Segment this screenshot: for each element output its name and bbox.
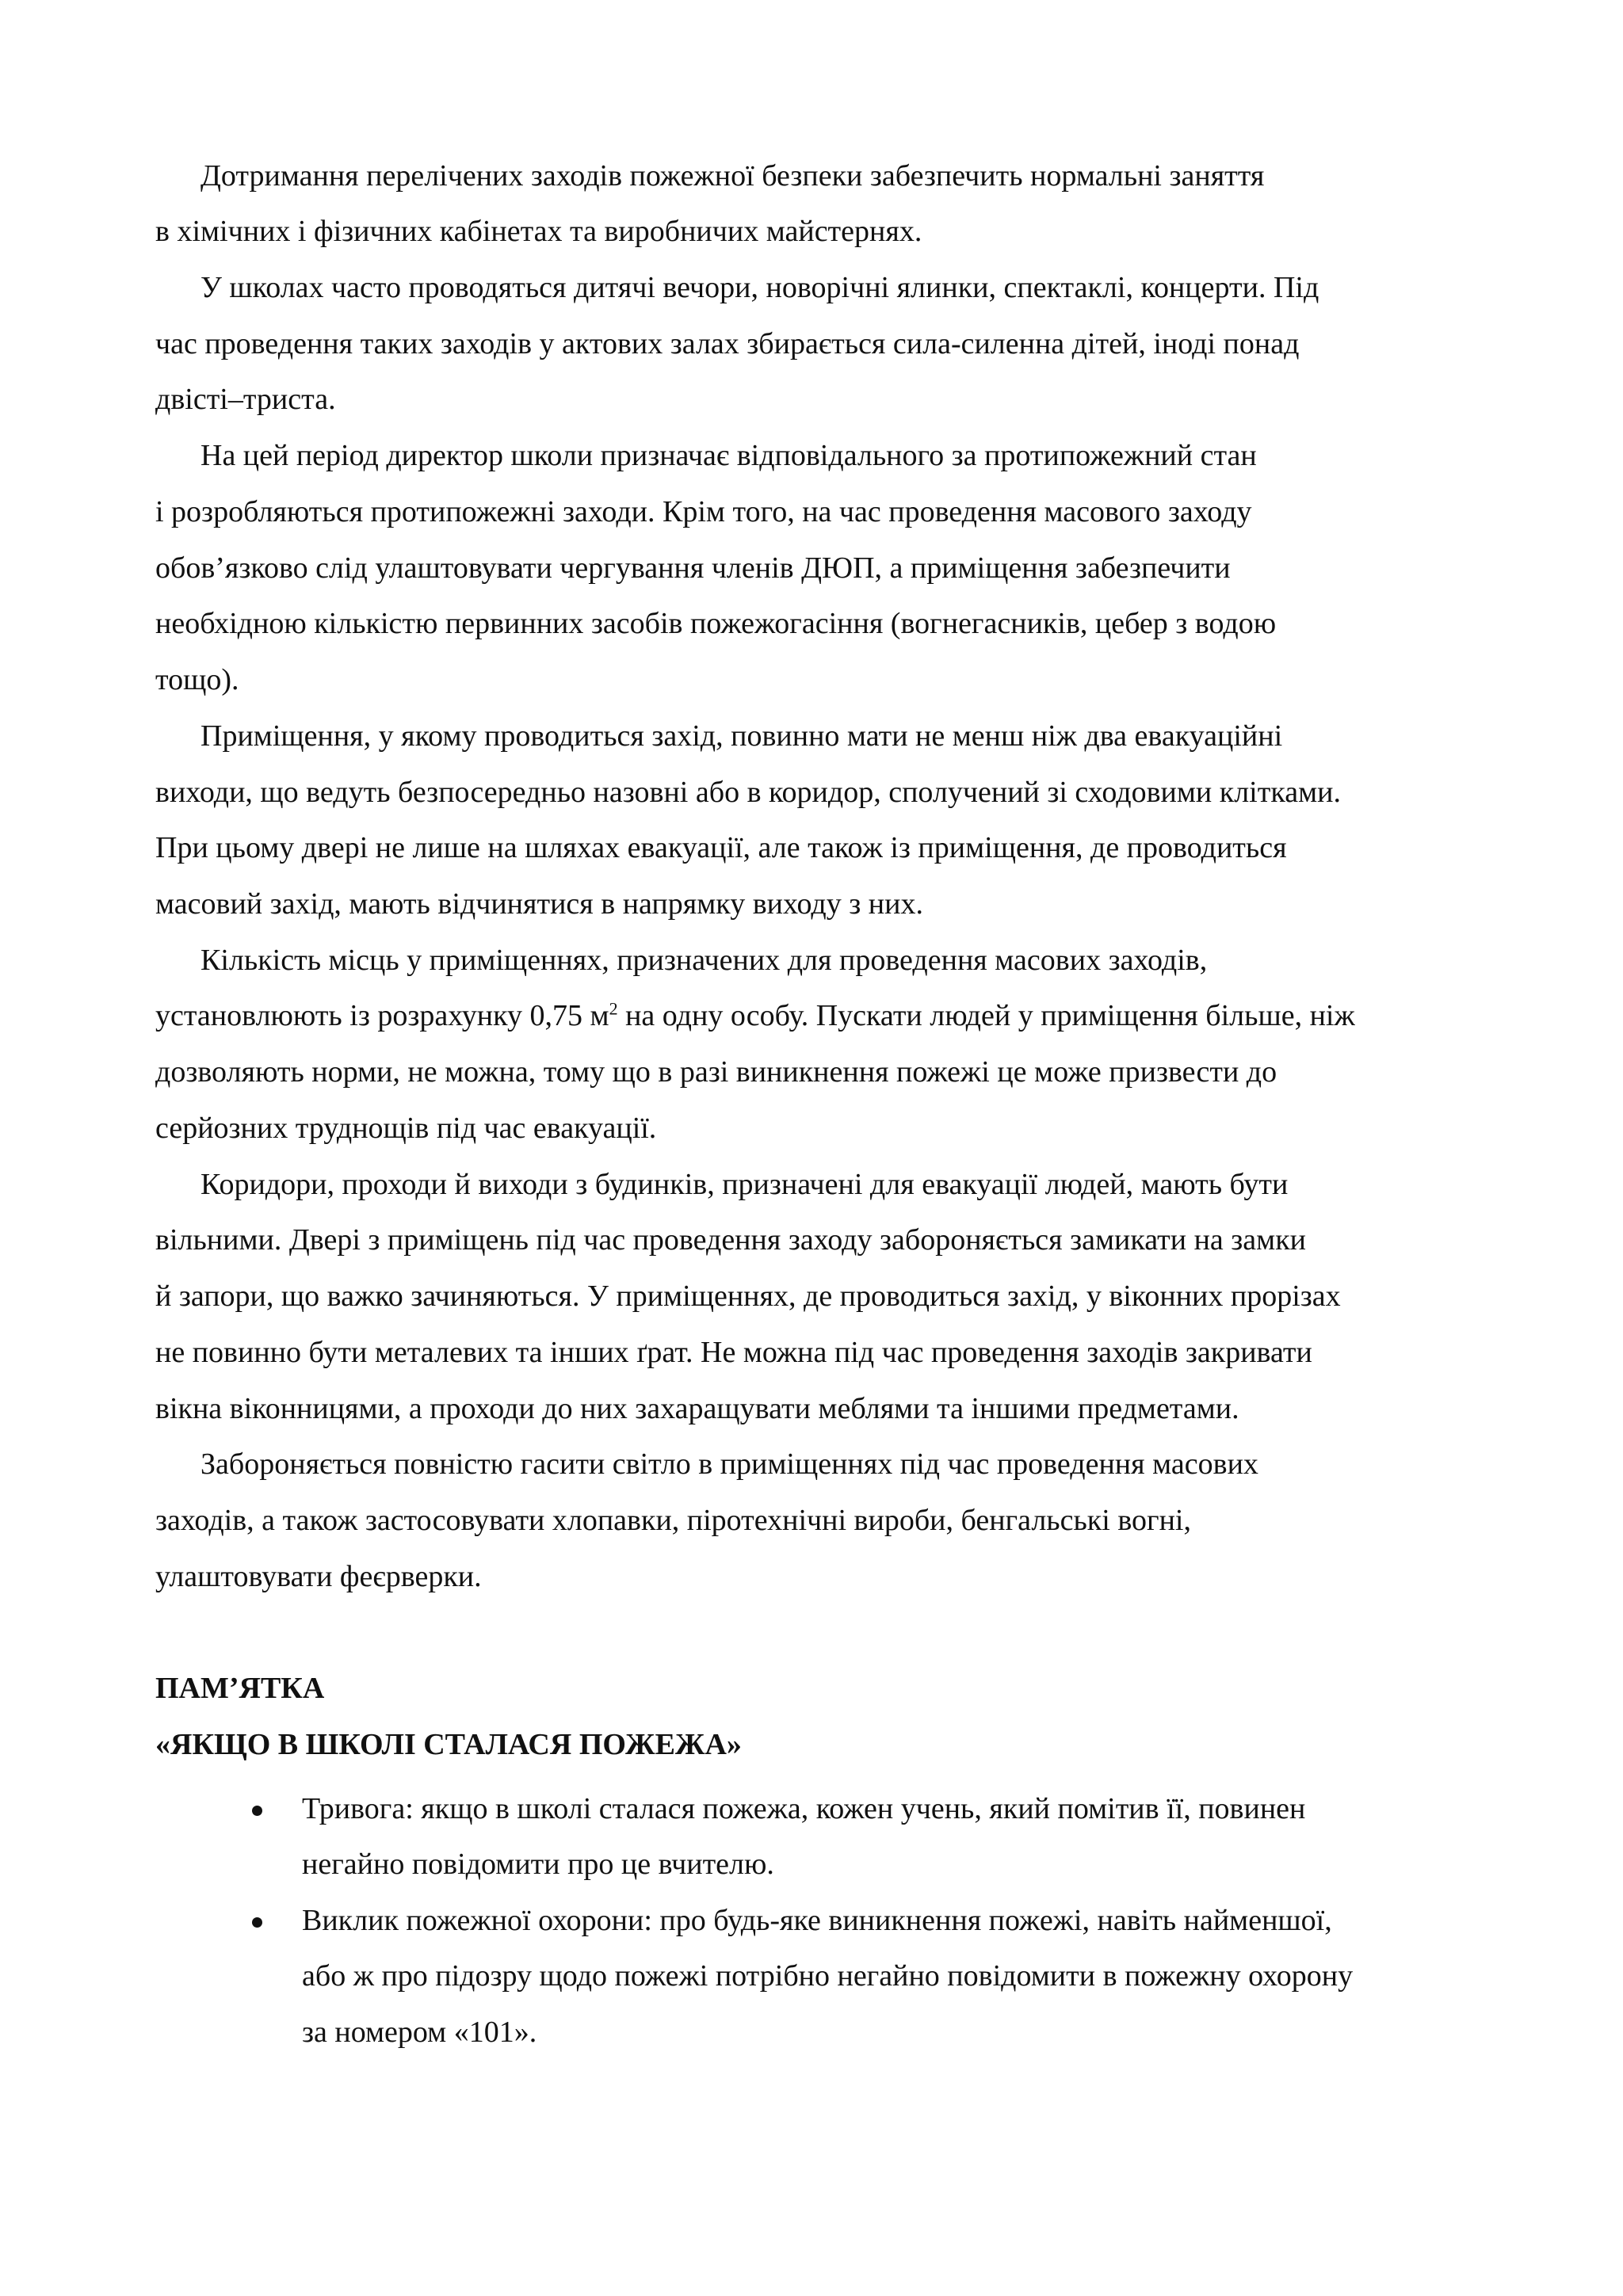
text-line: улаштовувати феєрверки. bbox=[155, 1560, 482, 1593]
bullet-icon bbox=[252, 1806, 262, 1816]
text-line: виходи, що ведуть безпосередньо назовні або в коридор, сполучений зі сходовими клітками. bbox=[155, 776, 1341, 809]
text-line: На цей період директор школи призначає відповідального за протипожежний стан bbox=[200, 439, 1257, 472]
text-line: і розробляються протипожежні заходи. Крім того, на час проведення масового заходу bbox=[155, 495, 1252, 528]
bullet-icon bbox=[252, 1917, 262, 1928]
text-line: не повинно бути металевих та інших ґрат. Не можна під час проведення заходів закривати bbox=[155, 1336, 1312, 1369]
list-item-line: Тривога: якщо в школі сталася пожежа, кожен учень, який помітив її, повинен bbox=[302, 1792, 1306, 1825]
text-line: серйозних труднощів під час евакуації. bbox=[155, 1112, 657, 1145]
text-segment: установлюють із розрахунку 0,75 м bbox=[155, 999, 609, 1032]
superscript: 2 bbox=[609, 998, 618, 1019]
text-line: масовий захід, мають відчинятися в напрямку виходу з них. bbox=[155, 887, 923, 921]
text-line: При цьому двері не лише на шляхах евакуації, але також із приміщення, де проводиться bbox=[155, 831, 1287, 864]
text-line: вікна віконницями, а проходи до них захаращувати меблями та іншими предметами. bbox=[155, 1392, 1239, 1425]
text-line: Дотримання перелічених заходів пожежної безпеки забезпечить нормальні заняття bbox=[200, 159, 1265, 193]
text-line: дозволяють норми, не можна, тому що в разі виникнення пожежі це може призвести до bbox=[155, 1055, 1277, 1089]
text-line: обов’язково слід улаштовувати чергування членів ДЮП, а приміщення забезпечити bbox=[155, 551, 1231, 585]
text-line: Коридори, проходи й виходи з будинків, призначені для евакуації людей, мають бути bbox=[200, 1168, 1289, 1201]
list-item-line: або ж про підозру щодо пожежі потрібно негайно повідомити в пожежну охорону bbox=[302, 1959, 1354, 1993]
list-item-line: Виклик пожежної охорони: про будь-яке виникнення пожежі, навіть найменшої, bbox=[302, 1904, 1332, 1937]
text-line bbox=[155, 998, 1355, 1032]
text-line: двісті–триста. bbox=[155, 383, 336, 416]
text-line: необхідною кількістю первинних засобів пожежогасіння (вогнегасників, цебер з водою bbox=[155, 607, 1277, 640]
text-line: заходів, а також застосовувати хлопавки, піротехнічні вироби, бенгальські вогні, bbox=[155, 1504, 1191, 1537]
text-line: У школах часто проводяться дитячі вечори, новорічні ялинки, спектаклі, концерти. Під bbox=[200, 271, 1319, 304]
text-line: Кількість місць у приміщеннях, призначених для проведення масових заходів, bbox=[200, 944, 1208, 977]
memo-title: ПАМ’ЯТКА bbox=[155, 1672, 325, 1705]
text-line: Забороняється повністю гасити світло в приміщеннях під час проведення масових bbox=[200, 1447, 1258, 1481]
text-line: в хімічних і фізичних кабінетах та виробничих майстернях. bbox=[155, 215, 922, 248]
text-line: тощо). bbox=[155, 663, 239, 696]
list-item-line: за номером «101». bbox=[302, 2016, 537, 2049]
text-line: час проведення таких заходів у актових залах збирається сила-силенна дітей, іноді понад bbox=[155, 327, 1300, 360]
list-item-line: негайно повідомити про це вчителю. bbox=[302, 1848, 774, 1881]
text-segment: на одну особу. Пускати людей у приміщення більше, ніж bbox=[617, 999, 1355, 1032]
memo-subtitle: «ЯКЩО В ШКОЛІ СТАЛАСЯ ПОЖЕЖА» bbox=[155, 1728, 742, 1761]
text-line: вільними. Двері з приміщень під час проведення заходу забороняється замикати на замки bbox=[155, 1223, 1307, 1257]
text-line: й запори, що важко зачиняються. У приміщеннях, де проводиться захід, у віконних прорізах bbox=[155, 1280, 1341, 1313]
text-line: Приміщення, у якому проводиться захід, повинно мати не менш ніж два евакуаційні bbox=[200, 719, 1283, 753]
